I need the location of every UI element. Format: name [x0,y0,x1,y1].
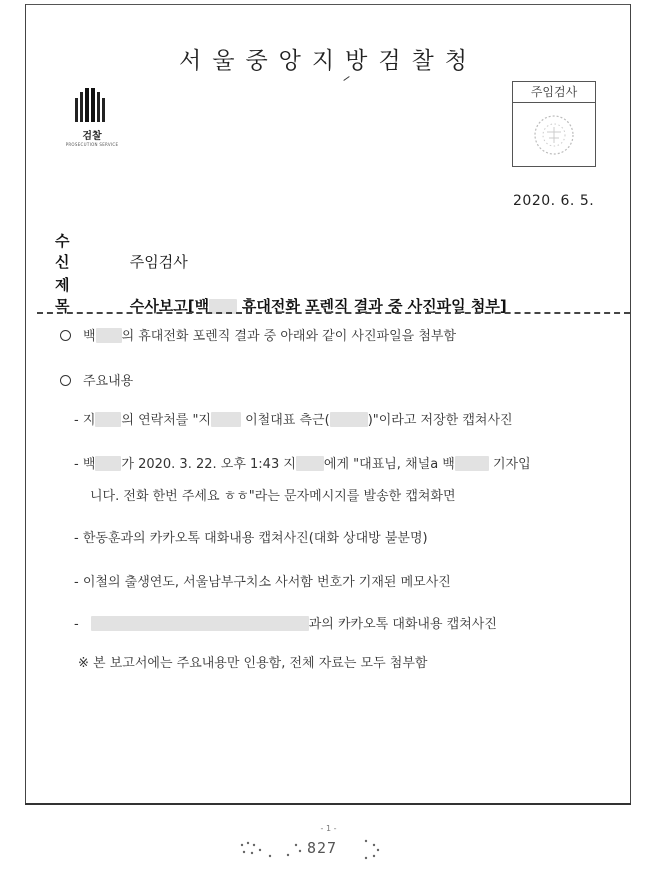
page-border-top [25,4,630,5]
scan-number: 827 [307,839,338,857]
recipient-value: 주임검사 [129,253,188,271]
subject-row [55,274,507,316]
redaction-mask [330,412,368,427]
subject-prefix: 수사보고[백 [129,297,210,315]
b2-part-c: 에게 "대표님, 채널a 백 [323,457,455,472]
b2-part-a: - 백 [74,457,96,472]
redaction-mask [211,412,241,427]
b1-part-a: - 지 [74,413,96,428]
pen-mark [343,76,349,81]
b1-part-d: )"이라고 저장한 캡쳐사진 [367,413,513,428]
subject-label: 제 목 [55,276,84,315]
page-border-bottom [25,803,631,805]
stamp-label: 주임검사 [513,82,595,103]
item-main-content [60,370,133,389]
redaction-mask [91,616,309,631]
redaction-mask [296,456,324,471]
bullet-message-continuation: 니다. 전화 한번 주세요 ㅎㅎ"라는 문자메시지를 발송한 캡쳐화면 [90,489,456,504]
report-note: ※ 본 보고서에는 주요내용만 인용함, 전체 자료는 모두 첨부함 [78,656,428,671]
redaction-mask [95,456,121,471]
item1-name: 백 [83,329,96,344]
b1-part-c: 이철대표 측근( [245,413,330,428]
b1-part-b: 의 연락처를 "지 [121,413,211,428]
seal-stamp-icon [531,112,577,158]
section-divider [37,312,630,314]
prosecution-emblem-icon [73,88,107,124]
b5-part-b: 과의 카카오톡 대화내용 캡쳐사진 [308,617,497,632]
b2-part-d: 기자입 [493,457,531,472]
b5-part-a: - [74,617,79,632]
bullet-memo-photo: - 이철의 출생연도, 서울남부구치소 사서함 번호가 기재된 메모사진 [74,575,451,590]
page-border-right [630,4,631,804]
circle-bullet-icon [60,375,71,386]
bullet-message-capture [74,453,531,472]
prosecution-logo [60,88,120,150]
item2-text: 주요내용 [83,374,134,389]
organization-title: 서울중앙지방검찰청 [179,48,478,74]
bullet-kakaotalk-capture: - 한동훈과의 카카오톡 대화내용 캡쳐사진(대화 상대방 불분명) [74,531,428,546]
approval-stamp-box [512,81,596,167]
bullet-contact-capture [74,409,513,428]
circle-bullet-icon [60,330,71,341]
redaction-mask [455,456,489,471]
logo-subtext: PROSECUTION SERVICE [65,142,119,147]
page-border-left [25,4,26,804]
redaction-mask [95,412,121,427]
subject-rest: 휴대전화 포렌직 결과 중 사진파일 첨부] [241,297,507,315]
page-number: - 1 - [320,824,337,833]
item1-text: 의 휴대전화 포렌직 결과 중 아래와 같이 사진파일을 첨부함 [121,329,457,344]
logo-text: 검찰 [82,131,102,142]
b2-part-b: 가 2020. 3. 22. 오후 1:43 지 [121,457,296,472]
recipient-row [55,230,188,272]
report-date: 2020. 6. 5. [513,193,595,209]
item-attachment [60,325,456,344]
bullet-kakaotalk-other [74,613,497,632]
redaction-mask [96,328,122,343]
recipient-label: 수 신 [55,232,84,271]
